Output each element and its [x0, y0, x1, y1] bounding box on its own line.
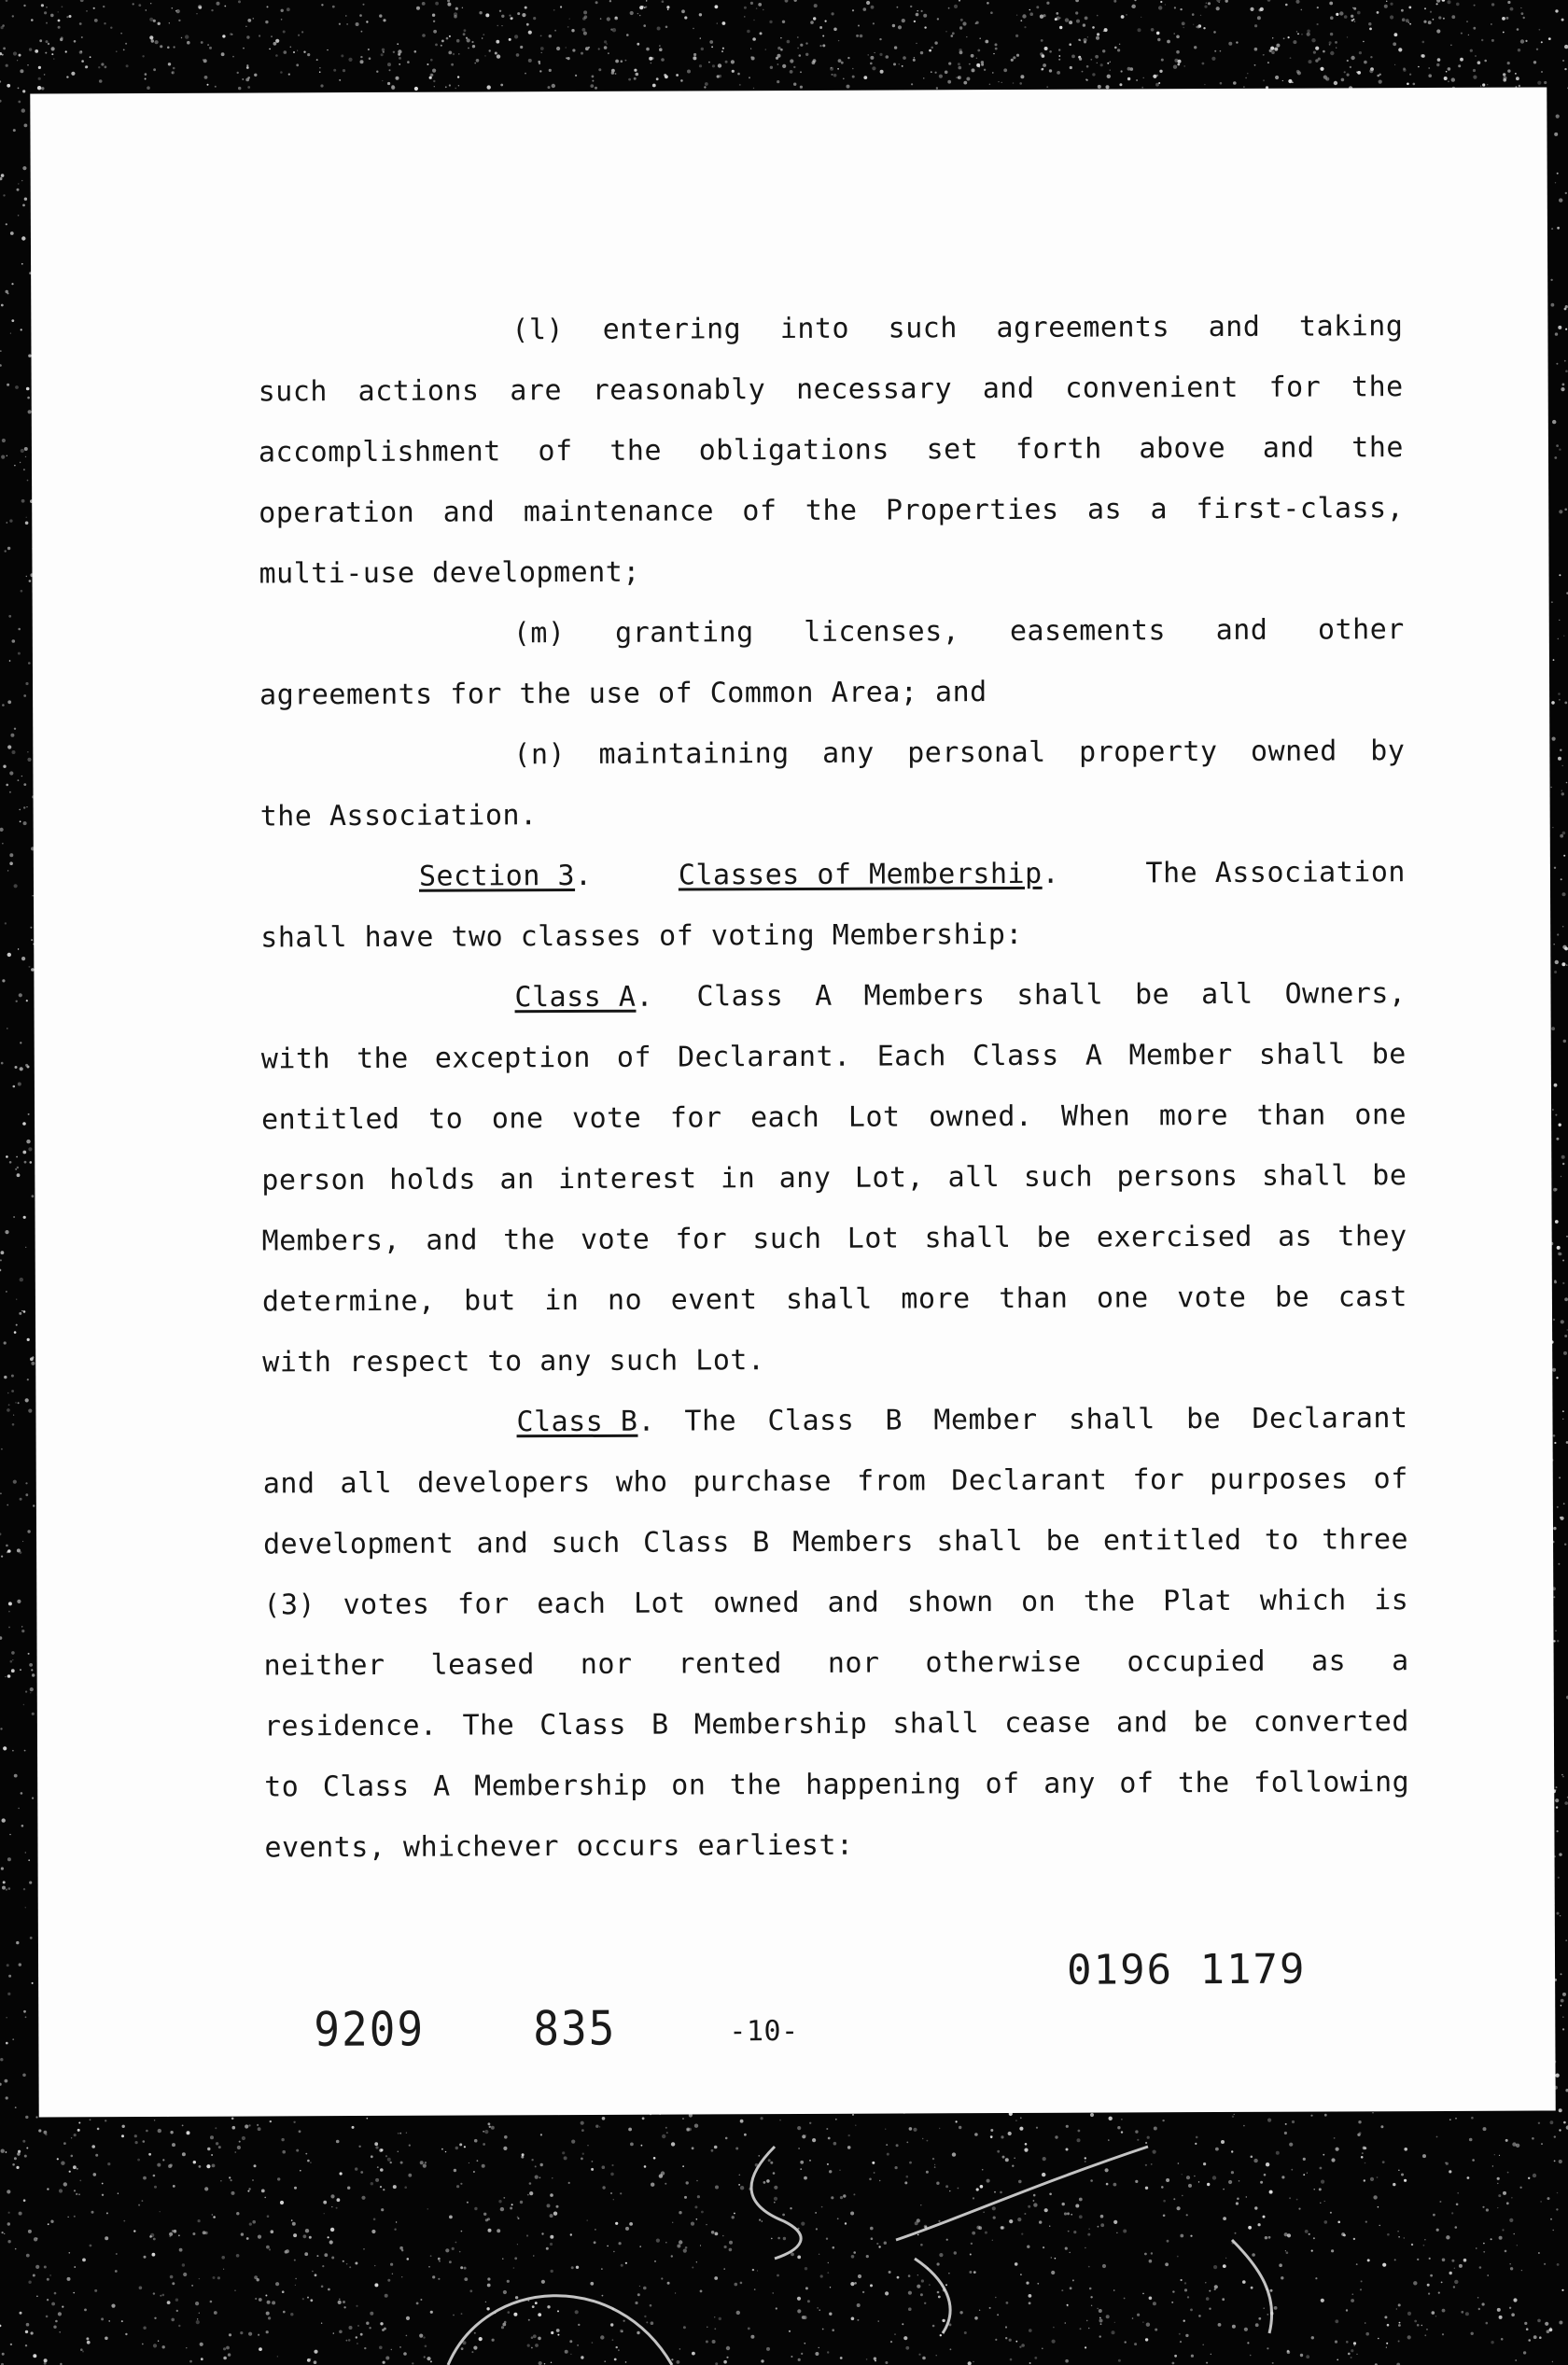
class-b-line-6: residence. The Class B Membership shall cease and be converted — [263, 1705, 1409, 1743]
paragraph-m-line-2: agreements for the use of Common Area; and — [259, 676, 987, 712]
class-b-line-3: development and such Class B Members shall be entitled to three — [262, 1523, 1409, 1561]
class-a-line-7: with respect to any such Lot. — [262, 1344, 765, 1379]
paragraph-l-line-3: accomplishment of the obligations set forth above and the — [258, 431, 1405, 469]
class-b-line-7: to Class A Membership on the happening of any of the following — [264, 1766, 1410, 1804]
class-b-line-4: (3) votes for each Lot owned and shown on the Plat which is — [263, 1584, 1409, 1622]
section-3-heading-punct: . — [574, 859, 593, 893]
page-number: -10- — [729, 2014, 799, 2049]
section-3-title: Classes of Membership — [678, 857, 1043, 892]
class-b-heading-line — [516, 1400, 1407, 1441]
class-a-line-3: entitled to one vote for each Lot owned. When more than one — [261, 1099, 1407, 1137]
class-b-heading: Class B — [516, 1405, 638, 1439]
class-b-line-5: neither leased nor rented nor otherwise occupied as a — [263, 1644, 1409, 1683]
section-3-line-2: shall have two classes of voting Membership: — [260, 917, 1024, 955]
class-a-line-4: person holds an interest in any Lot, all such persons shall be — [261, 1159, 1407, 1197]
section-3-title-punct: . — [1042, 857, 1060, 890]
document-page — [30, 87, 1555, 2117]
class-a-line-2: with the exception of Declarant. Each Class A Member shall be — [260, 1038, 1407, 1076]
section-3-heading: Section 3 — [418, 860, 576, 893]
class-b-line-2: and all developers who purchase from Declarant for purposes of — [262, 1462, 1408, 1501]
paragraph-n-line-1: (n) maintaining any personal property owned by — [513, 735, 1406, 772]
recording-stamp-middle: 835 — [533, 2000, 617, 2056]
section-3-first-tail: The Association — [1145, 856, 1406, 890]
class-b-heading-punct: . — [637, 1405, 656, 1438]
class-a-heading: Class A — [514, 980, 637, 1015]
recording-stamp-right: 0196 1179 — [1066, 1945, 1307, 1994]
section-3-heading-line — [419, 854, 1406, 896]
paragraph-l-line-4: operation and maintenance of the Properties as a first-class, — [259, 492, 1405, 530]
class-a-heading-group — [514, 979, 653, 1017]
class-b-line-8: events, whichever occurs earliest: — [264, 1828, 854, 1865]
class-a-first-tail: Class A Members shall be all Owners, — [696, 977, 1407, 1014]
class-a-heading-line — [514, 975, 1406, 1016]
paragraph-m-line-1: (m) granting licenses, easements and other — [512, 613, 1405, 651]
paragraph-l-line-2: such actions are reasonably necessary and convenient for the — [258, 371, 1404, 409]
class-b-first-tail: The Class B Member shall be Declarant — [684, 1402, 1408, 1438]
class-a-heading-punct: . — [636, 980, 654, 1014]
class-b-heading-group — [516, 1404, 655, 1442]
recording-stamp-left: 9209 — [314, 2001, 426, 2057]
class-a-line-5: Members, and the vote for such Lot shall be exercised as they — [261, 1220, 1407, 1258]
section-3-title-group — [679, 856, 1060, 895]
document-body — [30, 87, 1555, 2117]
section-3-heading-group — [419, 858, 593, 896]
paragraph-n-line-2: the Association. — [259, 799, 538, 833]
class-a-line-6: determine, but in no event shall more than one vote be cast — [261, 1280, 1407, 1319]
paragraph-l-line-5: multi-use development; — [259, 555, 640, 591]
paragraph-l-line-1: (l) entering into such agreements and taking — [511, 310, 1404, 347]
